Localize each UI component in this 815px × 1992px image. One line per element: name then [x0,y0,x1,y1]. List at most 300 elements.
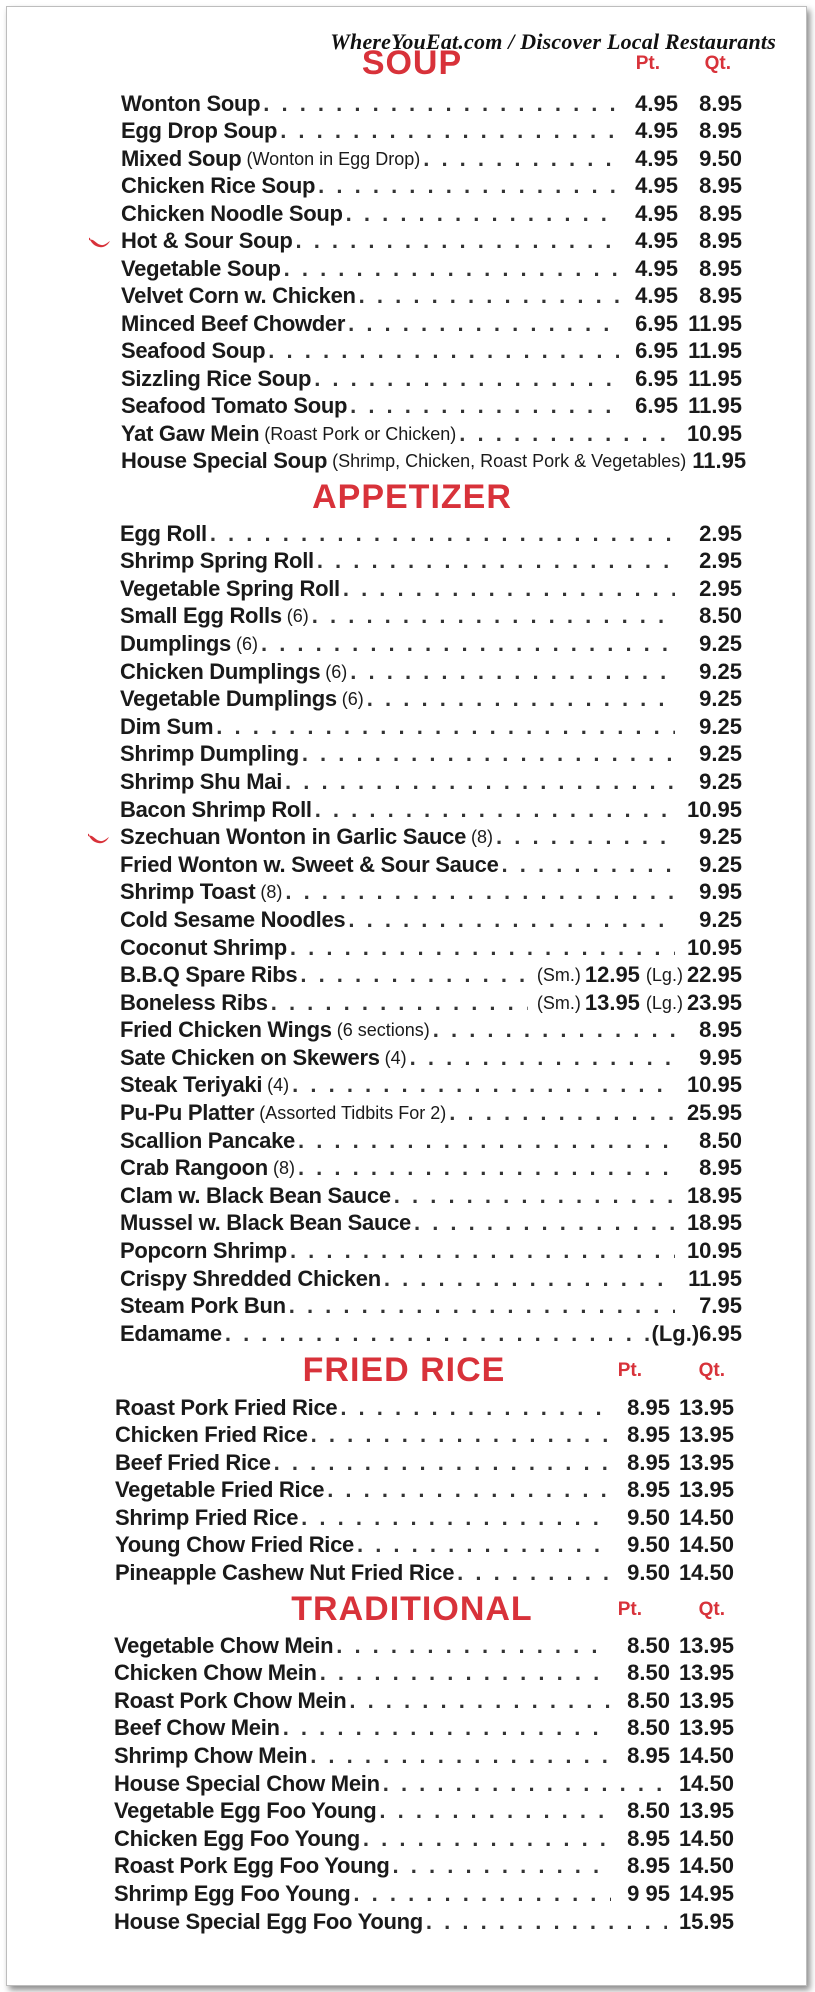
price-pint: 4.95 [635,118,678,143]
dot-leader [298,1155,675,1181]
price-quart: 9.25 [699,630,742,656]
dot-leader [311,1422,611,1448]
price-quart: 14.50 [678,1742,734,1768]
dot-leader [274,1450,611,1476]
item-note: (Roast Pork or Chicken) [264,423,457,444]
menu-item-row [121,392,742,420]
price-pint: 4.95 [635,283,678,308]
item-name: Fried Chicken Wings [120,1017,332,1043]
fried-rice-header [7,1350,807,1390]
price-pint: 6.95 [635,338,678,363]
dot-leader [379,1798,611,1824]
price-quart: 9.25 [699,851,742,877]
item-name: Young Chow Fried Rice [115,1532,354,1557]
price-quart: 8.95 [699,255,742,281]
dot-leader [383,1771,667,1797]
dot-leader [394,1183,675,1209]
col-header-pt: Pt. [617,1360,642,1381]
price-pint: 9.50 [627,1532,670,1557]
dot-leader [359,283,619,309]
item-name: House Special Chow Mein [114,1770,380,1796]
price-quart: 10.95 [686,1238,742,1264]
item-name: Seafood Soup [121,338,266,363]
price-pint: 8.50 [627,1715,670,1741]
price-quart: 8.95 [699,1017,742,1043]
item-name: Egg Roll [120,520,207,546]
item-name: Cold Sesame Noodles [120,906,346,932]
menu-item-row [120,1209,742,1237]
dot-leader [302,741,675,767]
item-name: House Special Soup [121,448,328,473]
item-name: Fried Wonton w. Sweet & Sour Sauce [120,851,499,877]
menu-item-row [114,1879,734,1907]
price-quart: 13.95 [678,1632,734,1658]
menu-item-row [114,1631,734,1659]
price-quart: 18.95 [686,1210,742,1236]
item-name: Shrimp Spring Roll [120,548,314,574]
menu-item-row [115,1558,734,1586]
price-quart: 14.50 [678,1504,734,1530]
item-name: Boneless Ribs [120,989,268,1015]
price-pint: 9 95 [627,1880,670,1906]
menu-item-row [114,1852,734,1880]
menu-item-row [121,117,742,145]
dot-leader [348,907,675,933]
price-quart: 14.50 [678,1770,734,1796]
item-name: Mussel w. Black Bean Sauce [120,1210,411,1236]
dot-leader [320,1660,611,1686]
menu-item-row [114,1741,734,1769]
price-pint: 6.95 [635,310,678,336]
item-name: Coconut Shrimp [120,934,287,960]
dot-leader [312,603,675,629]
menu-item-row [120,850,742,878]
price-quart: 8.95 [699,1155,742,1181]
price-quart: 8.95 [699,283,742,308]
price-pint: 8.95 [627,1394,670,1420]
menu-item-row [120,1319,742,1347]
dot-leader [350,393,619,419]
menu-item-row [121,254,742,282]
item-name: Chicken Egg Foo Young [114,1825,360,1851]
item-name: Mixed Soup [121,145,242,171]
dot-leader [283,1715,611,1741]
price-quart: 14.95 [678,1880,734,1906]
size-label-large: (Lg.) [645,965,683,986]
dot-leader [349,1688,611,1714]
price-quart: 9.25 [699,768,742,794]
price-pint: 4.95 [635,90,678,116]
menu-item-row [114,1686,734,1714]
item-name: House Special Egg Foo Young [114,1908,423,1934]
price-quart: 13.95 [678,1660,734,1686]
item-name: Clam w. Black Bean Sauce [120,1182,391,1208]
dot-leader [457,1560,611,1586]
menu-item-row [120,933,742,961]
dot-leader [301,1505,611,1531]
menu-item-row [114,1797,734,1825]
dot-leader [363,1826,611,1852]
item-name: Shrimp Dumpling [120,741,299,767]
dot-leader [350,659,675,685]
item-name: Minced Beef Chowder [121,310,346,336]
item-name: Roast Pork Fried Rice [115,1394,338,1420]
menu-item-row [120,629,742,657]
menu-item-row [115,1448,734,1476]
price-pint: 8.95 [627,1742,670,1768]
dot-leader [336,1633,611,1659]
price-pint: 8.95 [627,1853,670,1879]
price-pint: 8.50 [627,1660,670,1686]
price-pint: 4.95 [635,255,678,281]
item-name: Velvet Corn w. Chicken [121,283,356,308]
item-name: Shrimp Shu Mai [120,768,283,794]
menu-item-row [120,905,742,933]
item-name: Sate Chicken on Skewers [120,1044,380,1070]
price-quart: 14.50 [678,1559,734,1585]
item-note: (6 sections) [336,1020,430,1041]
price-pint: 9.50 [627,1559,670,1585]
price-quart: 2.95 [699,548,742,574]
price-pint: 4.95 [635,200,678,226]
price-quart: 9.25 [699,824,742,850]
menu-item-row [121,199,742,227]
menu-item-row [120,1043,742,1071]
col-header-qt: Qt. [698,1599,725,1620]
price-quart: 8.95 [699,173,742,198]
item-name: Pu-Pu Platter [120,1100,255,1126]
menu-item-row [120,878,742,906]
item-name: Steam Pork Bun [120,1293,286,1319]
price-quart: 9.25 [699,658,742,684]
item-name: Shrimp Toast [120,879,256,905]
menu-item-row [120,1126,742,1154]
dot-leader [280,118,619,144]
price-quart: 13.95 [678,1394,734,1420]
item-name: Popcorn Shrimp [120,1238,287,1264]
item-name: Beef Chow Mein [114,1715,280,1741]
price-large: 22.95 [686,962,742,988]
menu-item-row [120,685,742,713]
dot-leader [353,1881,611,1907]
dot-leader [367,686,675,712]
menu-item-row [120,767,742,795]
item-name: Yat Gaw Mein [121,420,260,446]
price-pint: 9.50 [627,1504,670,1530]
menu-item-row [120,547,742,575]
price-quart: 25.95 [686,1100,742,1126]
item-name: Roast Pork Chow Mein [114,1687,347,1713]
col-header-qt: Qt. [704,53,731,74]
traditional-header [7,1589,807,1629]
item-name: Hot & Sour Soup [121,228,293,253]
soup-header [7,43,807,83]
menu-item-row [115,1393,734,1421]
menu-item-row [120,1181,742,1209]
item-name: Vegetable Fried Rice [115,1477,325,1502]
menu-item-row [121,337,742,365]
dot-leader [343,576,675,602]
price-quart: 10.95 [686,934,742,960]
item-name: Vegetable Spring Roll [120,575,340,601]
section-title-appetizer: APPETIZER [312,478,512,516]
price-quart: 11.95 [688,365,742,391]
item-name: Vegetable Dumplings [120,686,337,712]
dot-leader [314,366,619,392]
price-quart: 8.95 [699,90,742,116]
item-name: Dim Sum [120,713,214,739]
item-note: (Wonton in Egg Drop) [246,148,421,169]
item-name: Shrimp Egg Foo Young [114,1880,351,1906]
item-name: Pineapple Cashew Nut Fried Rice [115,1559,455,1585]
dot-leader [292,1072,675,1098]
price-quart: 15.95 [678,1908,734,1934]
item-name: Egg Drop Soup [121,118,278,143]
price-pint: 4.95 [635,173,678,198]
price-quart: 13.95 [678,1798,734,1824]
spicy-pepper-icon [88,832,110,844]
price-quart: 14.50 [678,1825,734,1851]
dot-leader [327,1477,611,1503]
col-header-qt: Qt. [698,1360,725,1381]
item-name: Wonton Soup [121,90,261,116]
price-quart: 14.50 [678,1853,734,1879]
dot-leader [393,1853,611,1879]
price-quart: 8.95 [699,200,742,226]
item-name: Dumplings [120,630,231,656]
menu-item-row [114,1769,734,1797]
item-name: B.B.Q Spare Ribs [120,962,298,988]
item-name: Shrimp Chow Mein [114,1742,308,1768]
col-header-pt: Pt. [617,1599,642,1620]
price-quart: 13.95 [678,1449,734,1475]
menu-item-row [121,144,742,172]
menu-item-row [120,988,742,1016]
size-label-large: (Lg.) [645,992,683,1013]
dot-leader [346,201,619,227]
item-name: Steak Teriyaki [120,1072,263,1098]
item-note: (6) [235,633,258,654]
price-pint: 4.95 [635,145,678,171]
menu-item-row [120,823,742,851]
menu-item-row [114,1824,734,1852]
menu-item-row [115,1531,734,1559]
item-name: Vegetable Chow Mein [114,1632,334,1658]
price-pint: 6.95 [635,365,678,391]
price-quart: 13.95 [678,1422,734,1447]
dot-leader [318,173,619,199]
menu-item-row [120,961,742,989]
spicy-pepper-icon [89,236,111,248]
price-pint: 8.50 [627,1632,670,1658]
menu-item-row [121,447,747,475]
menu-item-row [114,1714,734,1742]
dot-leader [290,1238,675,1264]
menu-item-row [121,309,742,337]
item-name: Chicken Rice Soup [121,173,316,198]
price-pint: 8.95 [627,1422,670,1447]
item-note: (8) [471,827,494,848]
size-label-small: (Sm.) [536,965,581,986]
item-name: Crab Rangoon [120,1155,268,1181]
dot-leader [357,1532,611,1558]
dot-leader [268,338,619,364]
item-note: (4) [267,1075,290,1096]
price-pint: 8.50 [627,1687,670,1713]
dot-leader [433,1017,675,1043]
price-quart: 8.95 [699,118,742,143]
price-large: 6.95 [699,1320,742,1346]
dot-leader [414,1210,675,1236]
item-name: Vegetable Soup [121,255,281,281]
dot-leader [284,256,619,282]
dot-leader [216,714,675,740]
price-pint: 8.95 [627,1449,670,1475]
price-quart: 11.95 [688,1265,742,1291]
menu-item-row [120,1016,742,1044]
price-small: 12.95 [584,962,640,988]
price-quart: 9.25 [699,741,742,767]
item-name: Seafood Tomato Soup [121,393,348,418]
price-quart: 11.95 [688,338,742,363]
size-label-large: (Lg.) [651,1320,700,1346]
dot-leader [225,1321,649,1347]
price-pint: 8.95 [627,1825,670,1851]
dot-leader [285,769,675,795]
item-note: (8) [272,1158,295,1179]
item-name: Chicken Fried Rice [115,1422,308,1447]
price-quart: 9.25 [699,906,742,932]
dot-leader [317,548,675,574]
section-title-traditional: TRADITIONAL [291,1590,533,1628]
menu-item-row [120,602,742,630]
price-quart: 9.95 [699,1044,742,1070]
menu-item-row [114,1659,734,1687]
menu-item-row [120,1236,742,1264]
menu-item-row [121,227,742,255]
price-quart: 11.95 [692,448,747,473]
item-name: Vegetable Egg Foo Young [114,1798,377,1824]
menu-item-row [120,657,742,685]
price-quart: 14.50 [678,1532,734,1557]
dot-leader [300,962,528,988]
dot-leader [210,521,675,547]
price-quart: 8.50 [699,603,742,629]
item-name: Beef Fried Rice [115,1449,271,1475]
menu-item-row [120,574,742,602]
price-quart: 9.25 [699,713,742,739]
menu-item-row [121,419,742,447]
menu-item-row [120,1292,742,1320]
traditional-list [114,1631,734,1935]
price-pint: 8.50 [627,1798,670,1824]
menu-item-row [121,172,742,200]
price-quart: 9.50 [699,145,742,171]
menu-item-row [120,519,742,547]
item-note: (6) [286,606,309,627]
price-quart: 2.95 [699,575,742,601]
section-title-fried-rice: FRIED RICE [302,1351,506,1389]
price-quart: 9.25 [699,686,742,712]
item-note: (6) [341,689,364,710]
price-quart: 11.95 [688,393,742,418]
item-name: Scallion Pancake [120,1127,295,1153]
price-quart: 11.95 [688,310,742,336]
menu-item-row [120,1264,742,1292]
fried-rice-list [115,1393,734,1586]
item-note: (6) [325,661,348,682]
price-quart: 7.95 [699,1293,742,1319]
price-pint: 6.95 [635,393,678,418]
menu-item-row [120,1071,742,1099]
col-header-pt: Pt. [635,53,660,74]
dot-leader [285,879,675,905]
site-watermark: WhereYouEat.com / Discover Local Restaurants [330,29,776,54]
dot-leader [449,1100,675,1126]
item-note: (Shrimp, Chicken, Roast Pork & Vegetables) [332,451,687,471]
menu-item-row [121,282,742,310]
dot-leader [384,1266,675,1292]
dot-leader [261,631,675,657]
menu-item-row [115,1503,734,1531]
dot-leader [410,1045,675,1071]
menu-item-row [115,1476,734,1504]
dot-leader [459,421,675,447]
dot-leader [271,990,528,1016]
menu-item-row [120,740,742,768]
section-title-soup: SOUP [361,44,463,82]
price-quart: 10.95 [686,420,742,446]
price-quart: 13.95 [678,1687,734,1713]
menu-item-row [120,795,742,823]
price-quart: 10.95 [686,1072,742,1098]
dot-leader [290,935,675,961]
item-name: Bacon Shrimp Roll [120,796,312,822]
price-quart: 13.95 [678,1477,734,1502]
dot-leader [315,797,675,823]
dot-leader [348,311,619,337]
appetizer-header [7,477,807,517]
size-label-small: (Sm.) [536,992,581,1013]
price-quart: 8.50 [699,1127,742,1153]
item-name: Chicken Dumplings [120,658,321,684]
item-name: Szechuan Wonton in Garlic Sauce [120,824,467,850]
price-large: 23.95 [686,989,742,1015]
price-quart: 8.95 [699,228,742,253]
item-name: Edamame [120,1320,222,1346]
menu-item-row [120,1154,742,1182]
menu-item-row [120,1098,742,1126]
price-pint: 4.95 [635,228,678,253]
menu-item-row [114,1907,734,1935]
item-name: Roast Pork Egg Foo Young [114,1853,390,1879]
dot-leader [340,1395,611,1421]
price-quart: 10.95 [686,796,742,822]
soup-list [121,89,747,474]
dot-leader [298,1128,675,1154]
dot-leader [502,852,675,878]
price-quart: 9.95 [699,879,742,905]
dot-leader [423,146,619,172]
menu-item-row [121,364,742,392]
price-pint: 8.95 [627,1477,670,1502]
dot-leader [496,824,675,850]
menu-item-row [120,712,742,740]
item-note: (4) [384,1047,407,1068]
item-name: Crispy Shredded Chicken [120,1265,381,1291]
dot-leader [289,1293,675,1319]
item-name: Chicken Chow Mein [114,1660,317,1686]
